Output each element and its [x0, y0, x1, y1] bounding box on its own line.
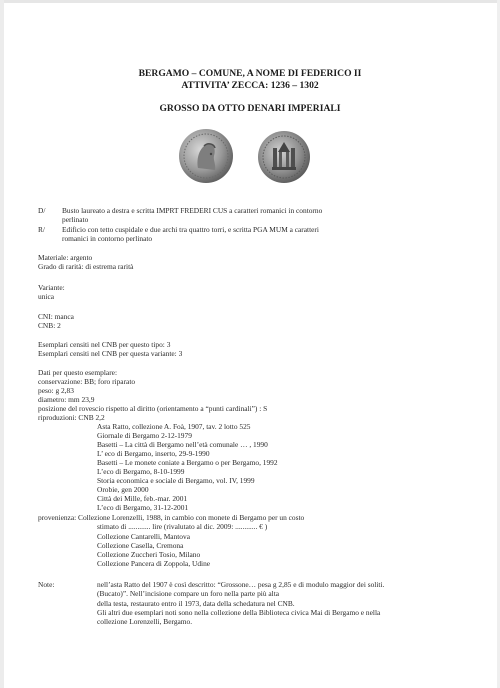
collection-item: Collezione Zuccheri Tosio, Milano [97, 550, 201, 559]
reproduction-item: L’ eco di Bergamo, inserto, 29-9-1990 [97, 449, 210, 458]
top-scan-edge [0, 0, 500, 3]
provenance-1: provenienza: Collezione Lorenzelli, 1988, in cambio con monete di Bergamo per un costo [38, 513, 305, 522]
cni-reference: CNI: manca [38, 312, 74, 321]
notes-label: Note: [38, 580, 55, 589]
obverse-coin-image [178, 128, 234, 184]
reproduction-item: Storia economica e sociale di Bergamo, vol. IV, 1999 [97, 476, 255, 485]
title-line-2: ATTIVITA’ ZECCA: 1236 – 1302 [181, 80, 319, 91]
collection-item: Collezione Cantarelli, Mantova [97, 532, 190, 541]
diameter: diametro: mm 23,9 [38, 395, 95, 404]
obverse-description-1: Busto laureato a destra e scritta IMPRT FREDERI CUS a caratteri romanici in contorno [62, 206, 323, 215]
reverse-label: R/ [38, 225, 45, 234]
note-line: della testa, restaurato entro il 1973, data della schedatura nel CNB. [97, 599, 295, 608]
cnb-reference: CNB: 2 [38, 321, 61, 330]
census-variant: Esemplari censiti nel CNB per questa variante: 3 [38, 349, 183, 358]
coin-type-title: GROSSO DA OTTO DENARI IMPERIALI [159, 103, 341, 114]
rarity: Grado di rarità: di estrema rarità [38, 262, 134, 271]
reproduction-item: Orobie, gen 2000 [97, 485, 149, 494]
reverse-description-1: Edificio con tetto cuspidale e due archi tra quattro torri, e scritta PGA MUM a caratteri [62, 225, 319, 234]
census-type: Esemplari censiti nel CNB per questo tipo: 3 [38, 340, 171, 349]
weight: peso: g 2,83 [38, 386, 74, 395]
collection-item: Collezione Pancera di Zoppola, Udine [97, 559, 211, 568]
reproduction-item: Città dei Mille, feb.-mar. 2001 [97, 494, 188, 503]
reproduction-item: Basetti – La città di Bergamo nell’età comunale … , 1990 [97, 440, 268, 449]
note-line: nell’asta Ratto del 1907 è così descritto: “Grossone… pesa g 2,85 e di modulo maggior dei soliti. [97, 580, 385, 589]
collection-item: Collezione Casella, Cremona [97, 541, 184, 550]
note-line: Gli altri due esemplari noti sono nella collezione della Biblioteca civica Mai di Bergamo e nella [97, 608, 381, 617]
title-line-1: BERGAMO – COMUNE, A NOME DI FEDERICO II [138, 68, 362, 79]
variant-value: unica [38, 292, 55, 301]
reproduction-item: Giornale di Bergamo 2-12-1979 [97, 431, 192, 440]
obverse-label: D/ [38, 206, 46, 215]
conservation: conservazione: BB; foro riparato [38, 377, 136, 386]
reproduction-item: L’eco di Bergamo, 31-12-2001 [97, 503, 189, 512]
material: Materiale: argento [38, 253, 93, 262]
note-line: collezione Lorenzelli, Bergamo. [97, 617, 193, 626]
obverse-description-2: perlinato [62, 215, 89, 224]
note-line: (Bucato)”. Nell’incisione compare un foro nella parte più alta [97, 589, 280, 598]
specimen-heading: Dati per questo esemplare: [38, 368, 118, 377]
reverse-description-2: romanici in contorno perlinato [62, 234, 153, 243]
reproduction-item: Basetti – Le monete coniate a Bergamo o per Bergamo, 1992 [97, 458, 278, 467]
provenance-2: stimato di ............ lire (rivalutato al dic. 2009: ............ € ) [97, 522, 268, 531]
reverse-coin-image [257, 130, 311, 184]
reproduction-item: Asta Ratto, collezione A. Foà, 1907, tav. 2 lotto 525 [97, 422, 251, 431]
reproductions-label: riproduzioni: CNB 2,2 [38, 413, 105, 422]
variant-label: Variante: [38, 283, 65, 292]
die-axis: posizione del rovescio rispetto al diritto (orientamento a “punti cardinali”) : S [38, 404, 268, 413]
reproduction-item: L’eco di Bergamo, 8-10-1999 [97, 467, 185, 476]
